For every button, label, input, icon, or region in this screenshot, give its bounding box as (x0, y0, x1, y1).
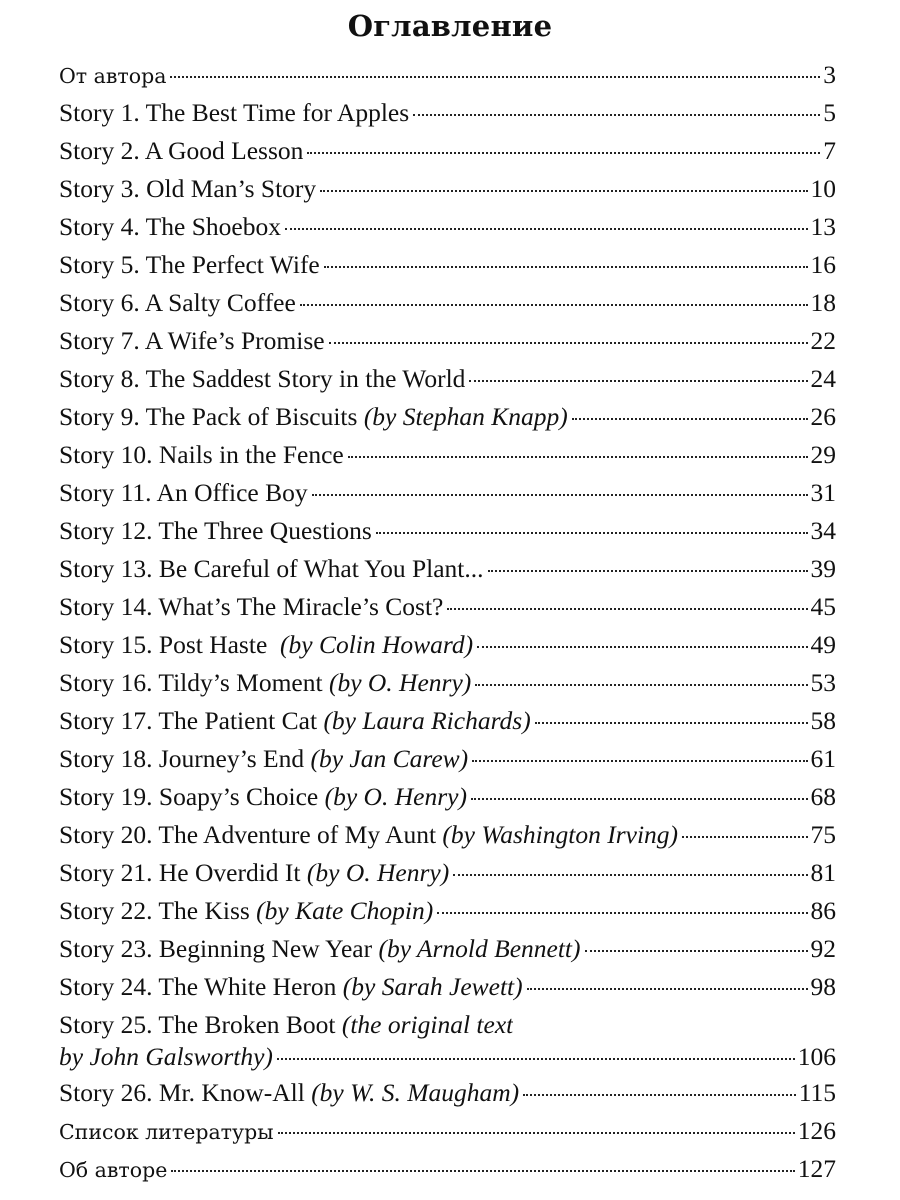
page-number: 3 (823, 60, 836, 89)
dot-leader (527, 988, 808, 990)
toc-entry[interactable] (59, 246, 836, 284)
entry-title-text: Story 24. The White Heron (59, 972, 343, 1001)
entry-title: Story 10. Nails in the Fence (59, 440, 344, 469)
entry-title-text: Story 26. Mr. Know-All (59, 1078, 312, 1107)
toc-entry[interactable] (59, 930, 836, 968)
entry-author: (by Stephan Knapp) (363, 402, 568, 431)
dot-leader (320, 190, 807, 192)
entry-title-text: Story 19. Soapy’s Choice (59, 782, 325, 811)
entry-title-text: Story 21. He Overdid It (59, 858, 307, 887)
entry-title (59, 892, 433, 930)
dot-leader (376, 532, 808, 534)
entry-title (59, 1010, 513, 1040)
entry-title (59, 816, 678, 854)
entry-author: (by Jan Carew) (310, 744, 469, 773)
dot-leader (572, 418, 808, 420)
toc-entry[interactable] (59, 550, 836, 588)
dot-leader (312, 494, 808, 496)
entry-author: (the original text (341, 1010, 514, 1039)
toc-entry[interactable] (59, 1074, 836, 1112)
entry-title (59, 968, 523, 1006)
entry-title: От автора (59, 64, 167, 88)
entry-author: (by O. Henry) (328, 668, 472, 697)
entry-title-text: Story 22. The Kiss (59, 896, 257, 925)
entry-title-text: Story 20. The Adventure of My Aunt (59, 820, 443, 849)
dot-leader (523, 1094, 796, 1096)
entry-title (59, 930, 581, 968)
toc-entry[interactable] (59, 360, 836, 398)
entry-title: Story 4. The Shoebox (59, 212, 281, 241)
toc-entry[interactable] (59, 56, 836, 94)
toc-entry[interactable] (59, 284, 836, 322)
dot-leader (413, 114, 820, 116)
page-title: Оглавление (347, 9, 553, 43)
page-number: 45 (810, 592, 836, 621)
entry-author: (by W. S. Maugham) (311, 1078, 520, 1107)
page-number: 75 (810, 820, 836, 849)
entry-title: Story 3. Old Man’s Story (59, 174, 317, 203)
dot-leader (324, 266, 808, 268)
toc-entry[interactable] (59, 816, 836, 854)
entry-title: Story 1. The Best Time for Apples (59, 98, 410, 127)
toc-list (59, 56, 836, 1188)
dot-leader (477, 646, 807, 648)
dot-leader (437, 912, 807, 914)
page-number: 24 (810, 364, 836, 393)
entry-title (59, 398, 568, 436)
page-number: 115 (798, 1078, 836, 1107)
toc-entry[interactable] (59, 1150, 836, 1188)
toc-entry[interactable] (59, 512, 836, 550)
dot-leader (348, 456, 808, 458)
page-number: 31 (810, 478, 836, 507)
entry-author: (by Kate Chopin) (256, 896, 434, 925)
toc-entry[interactable] (59, 664, 836, 702)
page-number: 68 (810, 782, 836, 811)
entry-title: Story 12. The Three Questions (59, 516, 372, 545)
toc-entry[interactable] (59, 892, 836, 930)
entry-title: Список литературы (59, 1120, 274, 1144)
entry-title: Story 5. The Perfect Wife (59, 250, 320, 279)
dot-leader (472, 760, 807, 762)
dot-leader (469, 380, 807, 382)
entry-title (59, 740, 468, 778)
entry-title-text: Story 9. The Pack of Biscuits (59, 402, 364, 431)
page-number: 53 (810, 668, 836, 697)
toc-entry[interactable] (59, 1112, 836, 1150)
page-number: 126 (797, 1116, 836, 1145)
entry-author: (by O. Henry) (324, 782, 467, 811)
entry-title (59, 1040, 273, 1074)
dot-leader (277, 1058, 795, 1060)
dot-leader (471, 798, 808, 800)
toc-entry[interactable] (59, 968, 836, 1006)
toc-entry[interactable] (59, 132, 836, 170)
entry-author: (by Laura Richards) (323, 706, 531, 735)
dot-leader (682, 836, 807, 838)
page-number: 29 (810, 440, 836, 469)
dot-leader (453, 874, 807, 876)
page-number: 92 (810, 934, 836, 963)
dot-leader (285, 228, 808, 230)
entry-title-text: Story 23. Beginning New Year (59, 934, 379, 963)
entry-title (59, 702, 531, 740)
page-number: 81 (810, 858, 836, 887)
page-number: 58 (810, 706, 836, 735)
entry-title-text: Story 17. The Patient Cat (59, 706, 324, 735)
entry-title-text: Story 16. Tildy’s Moment (59, 668, 329, 697)
page-number: 34 (810, 516, 836, 545)
entry-title-text: Story 25. The Broken Boot (59, 1010, 342, 1039)
page-number: 16 (810, 250, 836, 279)
page-number: 18 (810, 288, 836, 317)
dot-leader (170, 76, 820, 78)
dot-leader (171, 1170, 794, 1172)
page-number: 98 (810, 972, 836, 1001)
dot-leader (307, 152, 820, 154)
entry-author: (by Arnold Bennett) (378, 934, 581, 963)
entry-title (59, 626, 473, 664)
page-number: 106 (797, 1042, 836, 1071)
page-number: 61 (810, 744, 836, 773)
entry-title (59, 854, 449, 892)
toc-entry[interactable] (59, 170, 836, 208)
entry-title (59, 664, 471, 702)
entry-title: Story 2. A Good Lesson (59, 136, 304, 165)
entry-title: Story 7. A Wife’s Promise (59, 326, 325, 355)
page-number: 39 (810, 554, 836, 583)
page-number: 22 (810, 326, 836, 355)
dot-leader (278, 1132, 795, 1134)
toc-entry[interactable] (59, 1006, 836, 1040)
entry-title: Story 13. Be Careful of What You Plant... (59, 554, 484, 583)
toc-entry[interactable] (59, 854, 836, 892)
entry-title (59, 778, 467, 816)
toc-entry[interactable] (59, 322, 836, 360)
toc-entry-continuation[interactable] (59, 1040, 836, 1074)
entry-title (59, 1074, 519, 1112)
toc-entry[interactable] (59, 208, 836, 246)
toc-entry[interactable] (59, 398, 836, 436)
toc-entry[interactable] (59, 702, 836, 740)
entry-author: (by O. Henry) (306, 858, 450, 887)
toc-entry[interactable] (59, 740, 836, 778)
entry-title-text: Story 15. Post Haste (59, 630, 281, 659)
page-number: 10 (810, 174, 836, 203)
entry-title-text: Story 18. Journey’s End (59, 744, 311, 773)
entry-author: (by Washington Irving) (442, 820, 679, 849)
toc-entry[interactable] (59, 588, 836, 626)
entry-title: Об авторе (59, 1158, 168, 1182)
entry-title: Story 14. What’s The Miracle’s Cost? (59, 592, 444, 621)
page-number: 26 (810, 402, 836, 431)
dot-leader (585, 950, 808, 952)
page-number: 7 (823, 136, 836, 165)
entry-author: (by Colin Howard) (280, 630, 474, 659)
toc-entry[interactable] (59, 778, 836, 816)
dot-leader (329, 342, 808, 344)
entry-title: Story 8. The Saddest Story in the World (59, 364, 466, 393)
page-number: 127 (797, 1154, 836, 1183)
page-number: 13 (810, 212, 836, 241)
dot-leader (475, 684, 807, 686)
toc-entry[interactable] (59, 436, 836, 474)
page-number: 49 (810, 630, 836, 659)
dot-leader (535, 722, 808, 724)
toc-entry[interactable] (59, 94, 836, 132)
entry-author: by John Galsworthy) (59, 1042, 273, 1071)
entry-title: Story 6. A Salty Coffee (59, 288, 296, 317)
entry-title: Story 11. An Office Boy (59, 478, 308, 507)
dot-leader (447, 608, 807, 610)
toc-entry[interactable] (59, 474, 836, 512)
page-number: 86 (810, 896, 836, 925)
page-number: 5 (823, 98, 836, 127)
dot-leader (300, 304, 808, 306)
toc-entry[interactable] (59, 626, 836, 664)
dot-leader (488, 570, 808, 572)
entry-author: (by Sarah Jewett) (342, 972, 523, 1001)
